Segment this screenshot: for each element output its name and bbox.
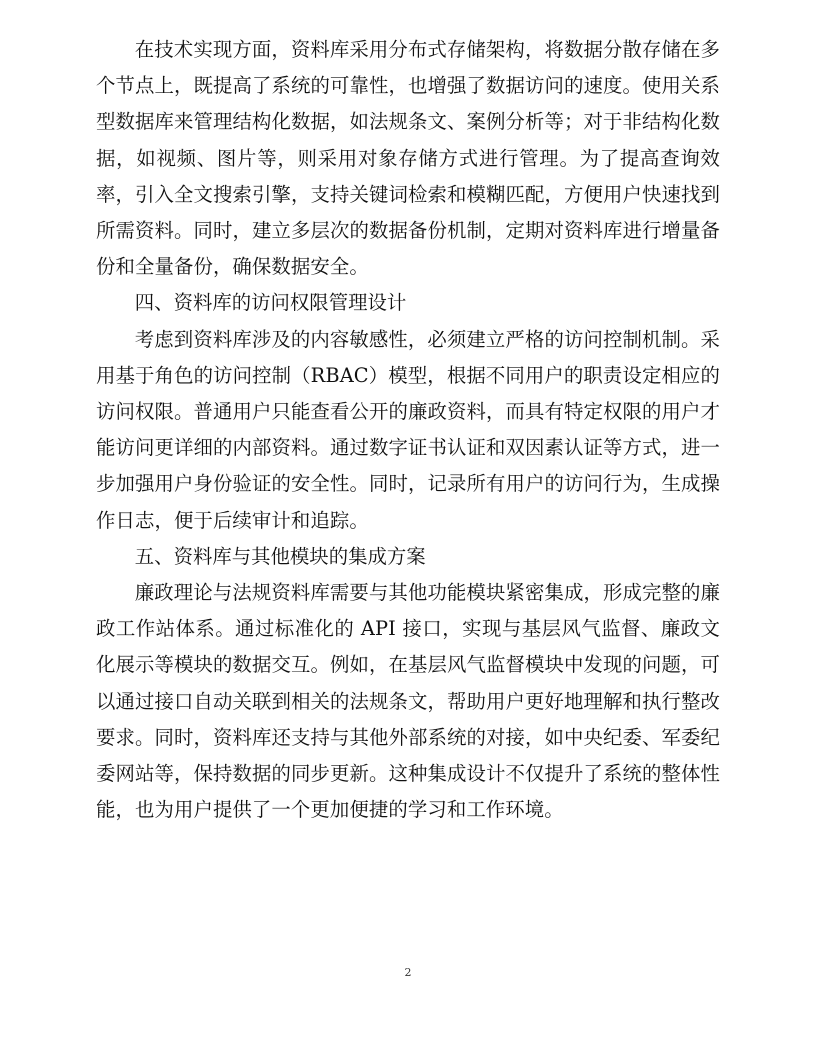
page-number: 2 [404,966,412,979]
section-heading-integration: 五、资料库与其他模块的集成方案 [134,544,426,568]
paragraph-technical-implementation: 在技术实现方面，资料库采用分布式存储架构，将数据分散存储在多个节点上，既提高了系统的可靠性，也增强了数据访问的速度。使用关系型数据库来管理结构化数据，如法规条文、案例分析等；对于非结构化数据，如视频、图片等，则采用对象存储方式进行管理。为了提高查询效率，引入全文搜索引擎，支持关键词检索和模糊匹配，方便用户快速找到所需资料。同时，建立多层次的数据备份机制，定期对资料库进行增量备份和全量备份，确保数据安全。 [96,38,720,279]
paragraph-integration: 廉政理论与法规资料库需要与其他功能模块紧密集成，形成完整的廉政工作站体系。通过标准化的 API 接口，实现与基层风气监督、廉政文化展示等模块的数据交互。例如，在基层风气监督模块中发现的问题，可以通过接口自动关联到相关的法规条文，帮助用户更好地理解和执行整改要求。同时，资料库还支持与其他外部系统的对接，如中央纪委、军委纪委网站等，保持数据的同步更新。这种集成设计不仅提升了系统的整体性能，也为用户提供了一个更加便捷的学习和工作环境。 [96,581,720,822]
section-heading-access-control: 四、资料库的访问权限管理设计 [134,291,407,315]
document-body [96,32,720,828]
paragraph-access-control: 考虑到资料库涉及的内容敏感性，必须建立严格的访问控制机制。采用基于角色的访问控制（RBAC）模型，根据不同用户的职责设定相应的访问权限。普通用户只能查看公开的廉政资料，而具有特定权限的用户才能访问更详细的内部资料。通过数字证书认证和双因素认证等方式，进一步加强用户身份验证的安全性。同时，记录所有用户的访问行为，生成操作日志，便于后续审计和追踪。 [96,327,720,532]
